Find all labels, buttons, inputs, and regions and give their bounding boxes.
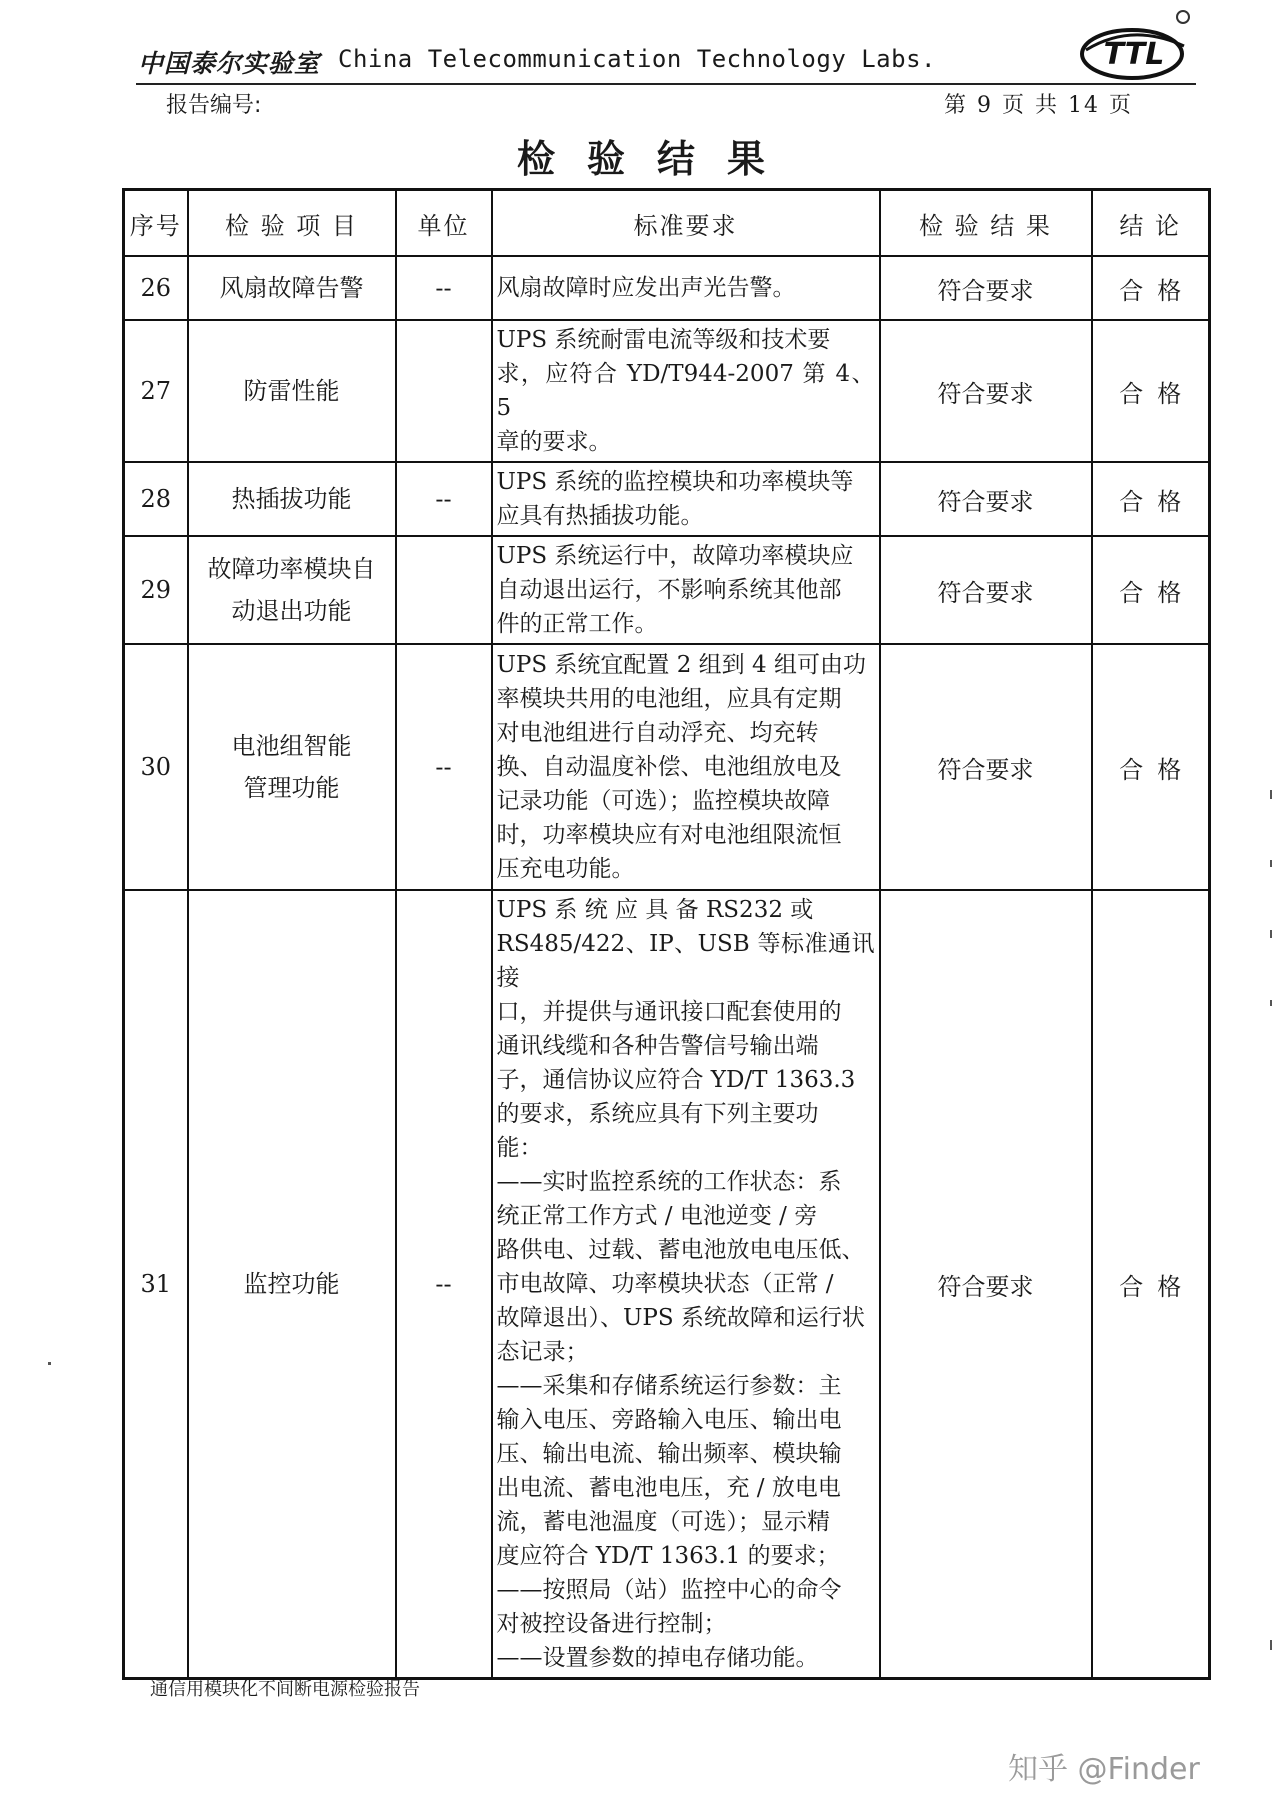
row-item-line: 电池组智能 [231,732,352,760]
table-row [124,536,1210,644]
row-conclusion: 合格 [1092,320,1210,462]
row-number: 31 [124,890,188,1679]
requirement-line: 章的要求。 [496,429,612,455]
row-item-line: 动退出功能 [231,597,352,625]
col-header-conclusion: 结 论 [1092,190,1210,257]
requirement-line: 对被控设备进行控制； [496,1611,727,1637]
row-item [188,256,396,320]
col-header-result: 检 验 结 果 [880,190,1092,257]
row-requirement [492,256,880,320]
row-requirement [492,890,880,1679]
page-info: 第 9 页 共 14 页 [944,93,1133,118]
requirement-line: 率模块共用的电池组，应具有定期 [496,686,842,712]
requirement-line: 市电故障、功率模块状态（正常 / [496,1271,834,1297]
requirement-line: 通讯线缆和各种告警信号输出端 [496,1033,819,1059]
requirement-line: 能： [496,1135,543,1161]
header-divider [136,83,1196,85]
table-row [124,644,1210,890]
row-item-line: 管理功能 [243,774,340,802]
row-item-line: 监控功能 [243,1270,340,1298]
row-requirement [492,644,880,890]
scan-speck [1270,860,1272,867]
row-number: 28 [124,462,188,536]
requirement-line: 求，应符合 YD/T944-2007 第 4、5 [496,361,875,421]
org-name-en: China Telecommunication Technology Labs. [338,45,936,73]
row-item-line: 热插拔功能 [231,485,352,513]
row-conclusion: 合格 [1092,256,1210,320]
table-row [124,462,1210,536]
col-header-unit: 单位 [396,190,492,257]
logo-text: TTL [1103,37,1165,72]
row-conclusion: 合格 [1092,462,1210,536]
row-result: 符合要求 [880,256,1092,320]
row-result: 符合要求 [880,536,1092,644]
ttl-logo [1076,20,1194,84]
requirement-line: 压充电功能。 [496,856,635,882]
row-unit [396,320,492,462]
requirement-line: 故障退出）、UPS 系统故障和运行状 [496,1305,865,1331]
requirement-line: UPS 系统运行中，故障功率模块应 [496,543,854,569]
requirement-line: ——设置参数的掉电存储功能。 [496,1645,819,1671]
row-requirement [492,320,880,462]
results-table [122,188,1211,1680]
row-number: 26 [124,256,188,320]
row-item [188,462,396,536]
requirement-line: ——采集和存储系统运行参数：主 [496,1373,842,1399]
col-header-item: 检 验 项 目 [188,190,396,257]
table-row [124,890,1210,1679]
row-result: 符合要求 [880,644,1092,890]
row-item-line: 故障功率模块自 [207,555,376,583]
col-header-no: 序号 [124,190,188,257]
requirement-line: 风扇故障时应发出声光告警。 [496,275,796,301]
row-requirement [492,536,880,644]
row-unit: -- [396,890,492,1679]
row-item-line: 风扇故障告警 [219,274,364,302]
table-row [124,320,1210,462]
requirement-line: UPS 系统耐雷电流等级和技术要 [496,327,831,353]
requirement-line: 态记录； [496,1339,589,1365]
scan-speck [48,1362,51,1365]
page-title: 检验结果 [516,136,797,181]
scan-speck [1270,930,1272,938]
requirement-line: ——按照局（站）监控中心的命令 [496,1577,842,1603]
requirement-line: UPS 系统的监控模块和功率模块等 [496,469,854,495]
row-item [188,536,396,644]
row-result: 符合要求 [880,890,1092,1679]
org-name-cn: 中国泰尔实验室 [138,49,321,78]
requirement-line: 统正常工作方式 / 电池逆变 / 旁 [496,1203,818,1229]
requirement-line: 口，并提供与通讯接口配套使用的 [496,999,842,1025]
row-number: 29 [124,536,188,644]
row-item-line: 防雷性能 [243,377,340,405]
row-unit: -- [396,256,492,320]
requirement-line: UPS 系 统 应 具 备 RS232 或 [496,897,814,923]
row-conclusion: 合格 [1092,890,1210,1679]
requirement-line: 件的正常工作。 [496,611,658,637]
requirement-line: 换、自动温度补偿、电池组放电及 [496,754,842,780]
row-conclusion: 合格 [1092,644,1210,890]
requirement-line: 压、输出电流、输出频率、模块输 [496,1441,842,1467]
logo-mark [1176,10,1190,24]
watermark: 知乎 @Finder [1008,1752,1200,1787]
row-conclusion: 合格 [1092,536,1210,644]
footer-doc-name: 通信用模块化不间断电源检验报告 [150,1679,420,1700]
scan-speck [1270,1640,1272,1650]
col-header-requirement: 标准要求 [492,190,880,257]
row-result: 符合要求 [880,462,1092,536]
row-unit: -- [396,644,492,890]
row-unit: -- [396,462,492,536]
requirement-line: RS485/422、IP、USB 等标准通讯接 [496,931,875,991]
row-item [188,320,396,462]
row-result: 符合要求 [880,320,1092,462]
requirement-line: 应具有热插拔功能。 [496,503,704,529]
requirement-line: 时，功率模块应有对电池组限流恒 [496,822,842,848]
row-number: 27 [124,320,188,462]
row-item [188,890,396,1679]
requirement-line: 对电池组进行自动浮充、均充转 [496,720,819,746]
row-requirement [492,462,880,536]
scan-speck [1270,790,1272,799]
requirement-line: 记录功能（可选）；监控模块故障 [496,788,830,814]
table-header-row [124,190,1210,257]
requirement-line: 输入电压、旁路输入电压、输出电 [496,1407,842,1433]
row-number: 30 [124,644,188,890]
requirement-line: UPS 系统宜配置 2 组到 4 组可由功 [496,652,866,678]
requirement-line: 子，通信协议应符合 YD/T 1363.3 [496,1067,856,1093]
requirement-line: 的要求，系统应具有下列主要功 [496,1101,819,1127]
requirement-line: 流，蓄电池温度（可选）；显示精 [496,1509,830,1535]
requirement-line: 度应符合 YD/T 1363.1 的要求； [496,1543,840,1569]
requirement-line: 路供电、过载、蓄电池放电电压低、 [496,1237,865,1263]
row-item [188,644,396,890]
requirement-line: 出电流、蓄电池电压，充 / 放电电 [496,1475,841,1501]
report-number-label: 报告编号: [166,93,262,118]
row-unit [396,536,492,644]
requirement-line: ——实时监控系统的工作状态：系 [496,1169,842,1195]
requirement-line: 自动退出运行，不影响系统其他部 [496,577,842,603]
table-row [124,256,1210,320]
scan-speck [1270,1000,1272,1006]
